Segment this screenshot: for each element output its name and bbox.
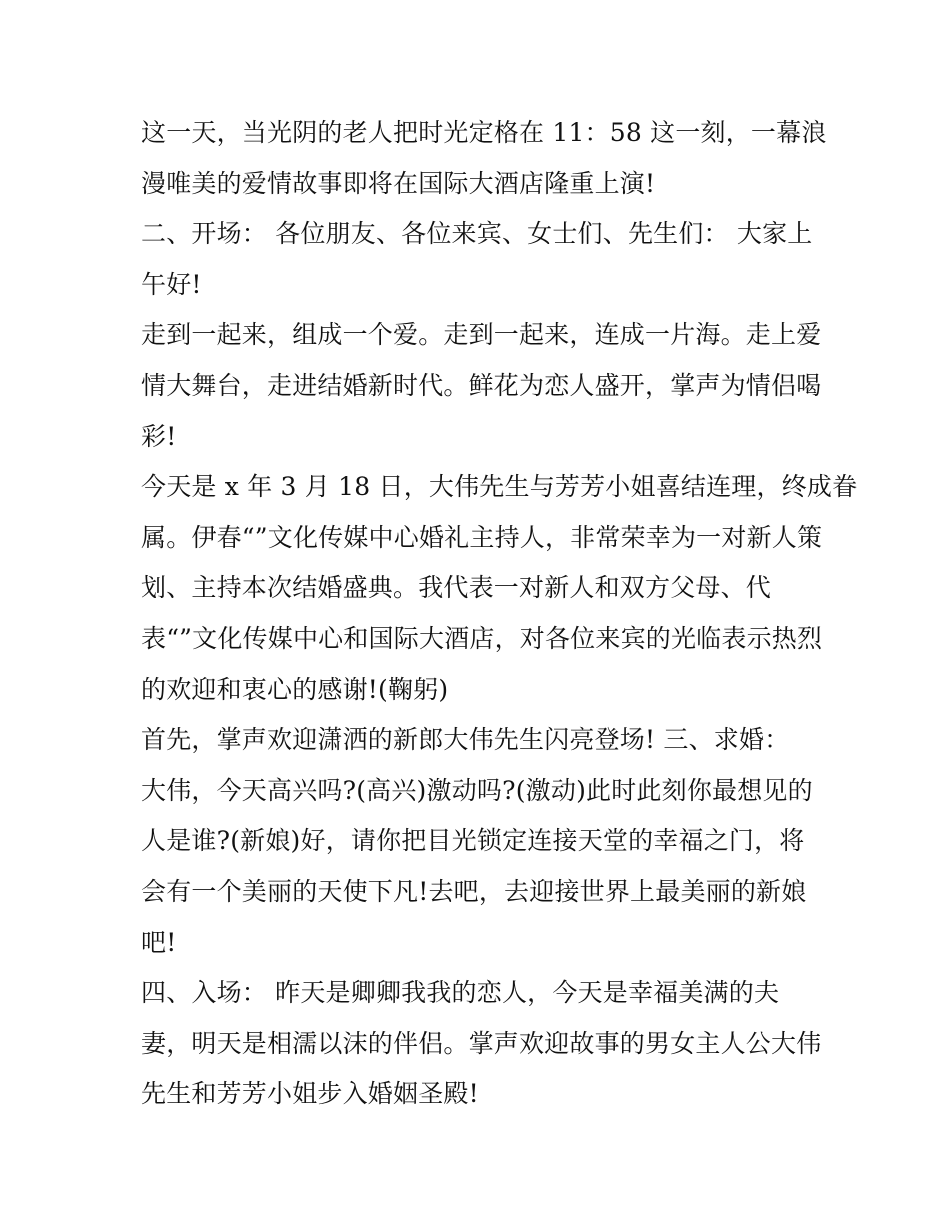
text-line: 属。伊春“”文化传媒中心婚礼主持人，非常荣幸为一对新人策 — [141, 522, 823, 552]
text-line: 大伟，今天高兴吗?(高兴)激动吗?(激动)此时此刻你最想见的 — [141, 775, 813, 805]
text-line: 四、入场： 昨天是卿卿我我的恋人，今天是幸福美满的夫 — [141, 978, 780, 1008]
text-line: 先生和芳芳小姐步入婚姻圣殿! — [141, 1079, 479, 1109]
text-line: 的欢迎和衷心的感谢!(鞠躬) — [141, 674, 449, 704]
text-line: 二、开场： 各位朋友、各位来宾、女士们、先生们： 大家上 — [141, 219, 813, 249]
text-line: 彩! — [141, 421, 177, 451]
text-line: 妻，明天是相濡以沫的伴侣。掌声欢迎故事的男女主人公大伟 — [141, 1028, 822, 1058]
text-line: 会有一个美丽的天使下凡!去吧，去迎接世界上最美丽的新娘 — [141, 876, 807, 906]
text-line: 表“”文化传媒中心和国际大酒店，对各位来宾的光临表示热烈 — [141, 623, 823, 653]
text-line: 走到一起来，组成一个爱。走到一起来，连成一片海。走上爱 — [141, 320, 822, 350]
text-line: 午好! — [141, 269, 202, 299]
text-line: 这一天，当光阴的老人把时光定格在 11：58 这一刻，一幕浪 — [141, 118, 827, 147]
text-line: 划、主持本次结婚盛典。我代表一对新人和双方父母、代 — [141, 573, 772, 603]
text-line: 漫唯美的爱情故事即将在国际大酒店隆重上演! — [141, 168, 656, 198]
text-line: 首先，掌声欢迎潇洒的新郎大伟先生闪亮登场! 三、求婚： — [141, 725, 790, 755]
text-line: 吧! — [141, 927, 177, 957]
text-line: 情大舞台，走进结婚新时代。鲜花为恋人盛开，掌声为情侣喝 — [141, 370, 822, 400]
text-line: 人是谁?(新娘)好，请你把目光锁定连接天堂的幸福之门，将 — [141, 826, 805, 856]
text-line: 今天是 x 年 3 月 18 日，大伟先生与芳芳小姐喜结连理，终成眷 — [141, 472, 858, 502]
document-body — [141, 108, 858, 1120]
